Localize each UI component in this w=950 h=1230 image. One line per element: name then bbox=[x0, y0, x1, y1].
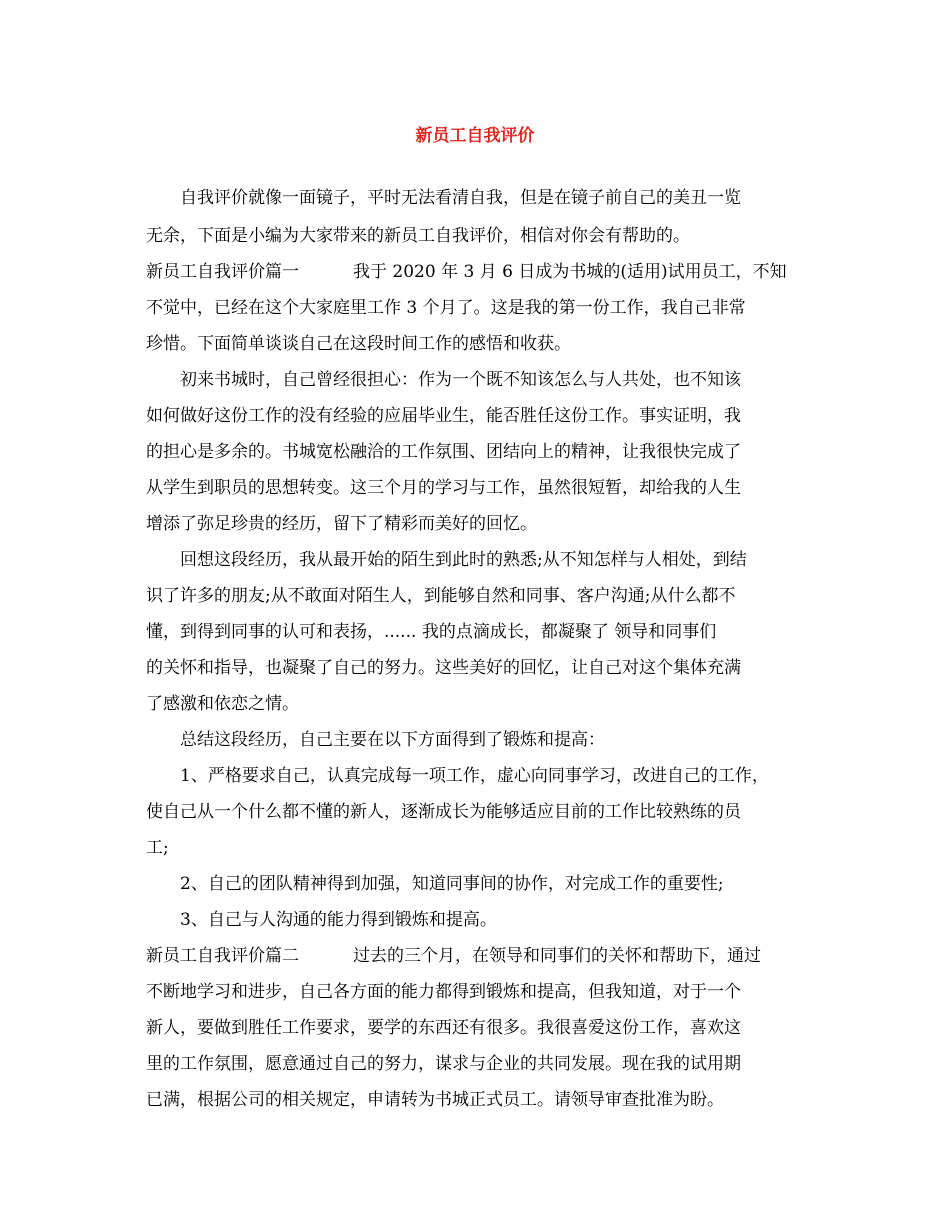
list-item-line: 2、自己的团队精神得到加强，知道同事间的协作，对完成工作的重要性; bbox=[180, 874, 724, 894]
section-heading-two: 新员工自我评价篇二 bbox=[146, 946, 299, 966]
list-item-line: 工; bbox=[146, 838, 169, 858]
paragraph-line: 不断地学习和进步，自己各方面的能力都得到锻炼和提高，但我知道，对于一个 bbox=[146, 982, 741, 1002]
paragraph-line: 从学生到职员的思想转变。这三个月的学习与工作，虽然很短暂，却给我的人生 bbox=[146, 478, 741, 498]
paragraph-line: 过去的三个月，在领导和同事们的关怀和帮助下，通过 bbox=[353, 946, 761, 966]
paragraph-line: 不觉中，已经在这个大家庭里工作 3 个月了。这是我的第一份工作，我自己非常 bbox=[146, 298, 746, 318]
section-line-one bbox=[146, 260, 787, 284]
paragraph-line: 识了许多的朋友;从不敢面对陌生人，到能够自然和同事、客户沟通;从什么都不 bbox=[146, 586, 736, 606]
paragraph-line: 新人，要做到胜任工作要求，要学的东西还有很多。我很喜爱这份工作，喜欢这 bbox=[146, 1018, 741, 1038]
paragraph-line: 回想这段经历，我从最开始的陌生到此时的熟悉;从不知怎样与人相处，到结 bbox=[180, 550, 747, 570]
paragraph-line: 如何做好这份工作的没有经验的应届毕业生，能否胜任这份工作。事实证明，我 bbox=[146, 406, 741, 426]
paragraph-line: 增添了弥足珍贵的经历，留下了精彩而美好的回忆。 bbox=[146, 514, 537, 534]
paragraph-line: 了感激和依恋之情。 bbox=[146, 694, 299, 714]
paragraph-line: 的担心是多余的。书城宽松融洽的工作氛围、团结向上的精神，让我很快完成了 bbox=[146, 442, 741, 462]
paragraph-line: 懂，到得到同事的认可和表扬，...... 我的点滴成长，都凝聚了 领导和同事们 bbox=[146, 622, 717, 642]
paragraph-line: 已满，根据公司的相关规定，申请转为书城正式员工。请领导审查批准为盼。 bbox=[146, 1090, 724, 1110]
paragraph-line: 的关怀和指导，也凝聚了自己的努力。这些美好的回忆，让自己对这个集体充满 bbox=[146, 658, 741, 678]
list-item-line: 使自己从一个什么都不懂的新人，逐渐成长为能够适应目前的工作比较熟练的员 bbox=[146, 802, 741, 822]
section-heading-one: 新员工自我评价篇一 bbox=[146, 262, 299, 282]
paragraph-line: 里的工作氛围，愿意通过自己的努力，谋求与企业的共同发展。现在我的试用期 bbox=[146, 1054, 741, 1074]
paragraph-line: 我于 2020 年 3 月 6 日成为书城的(适用)试用员工，不知 bbox=[353, 262, 787, 282]
paragraph-line: 初来书城时，自己曾经很担心：作为一个既不知该怎么与人共处，也不知该 bbox=[180, 370, 741, 390]
paragraph-line: 珍惜。下面简单谈谈自己在这段时间工作的感悟和收获。 bbox=[146, 334, 571, 354]
paragraph-line: 自我评价就像一面镜子，平时无法看清自我，但是在镜子前自己的美丑一览 bbox=[180, 188, 741, 208]
list-item-line: 3、自己与人沟通的能力得到锻炼和提高。 bbox=[180, 910, 497, 930]
list-item-line: 1、严格要求自己，认真完成每一项工作，虚心向同事学习，改进自己的工作， bbox=[180, 766, 769, 786]
document-title: 新员工自我评价 bbox=[415, 126, 535, 146]
paragraph-line: 总结这段经历，自己主要在以下方面得到了锻炼和提高： bbox=[180, 730, 605, 750]
section-line-two bbox=[146, 944, 761, 968]
paragraph-line: 无余，下面是小编为大家带来的新员工自我评价，相信对你会有帮助的。 bbox=[146, 226, 690, 246]
